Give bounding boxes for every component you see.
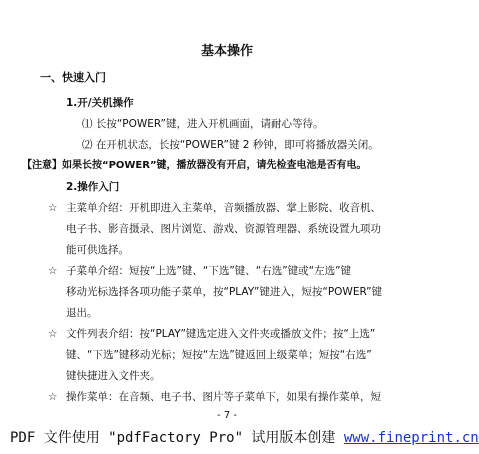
star-bullet-icon: ☆ [48, 265, 58, 277]
page-title: 基本操作 [200, 44, 253, 59]
bullet-operation-menu-line-1: 操作菜单：在音频、电子书、图片等子菜单下，如果有操作菜单，短 [66, 391, 381, 403]
bullet-main-menu-line-2: 电子书、影音摄录、图片浏览、游戏、资源管理器、系统设置九项功 [66, 223, 381, 235]
footer-text: PDF 文件使用 "pdfFactory Pro" 试用版本创建 [10, 430, 344, 446]
bullet-submenu-line-1: 子菜单介绍：短按“上选”键、“下选”键、“右选”键或“左选”键 [66, 265, 352, 277]
section-heading-quick-start: 一、快速入门 [40, 71, 106, 84]
power-step-1: ⑴ 长按“POWER”键，进入开机画面，请耐心等待。 [82, 118, 324, 130]
star-bullet-icon: ☆ [48, 328, 58, 340]
power-step-2: ⑵ 在开机状态，长按“POWER”键 2 秒钟，即可将播放器关闭。 [82, 139, 379, 151]
battery-note: 【注意】如果长按“POWER”键，播放器没有开启，请先检查电池是否有电。 [22, 160, 367, 171]
page-number: - 7 - [217, 410, 237, 421]
bullet-file-list-line-3: 键快捷进入文件夹。 [66, 370, 161, 382]
footer-link[interactable]: www.fineprint.cn [343, 430, 479, 446]
bullet-file-list-line-2: 键、“下选”键移动光标；短按“左选”键返回上级菜单；短按“右选” [66, 349, 372, 361]
bullet-submenu-line-3: 退出。 [66, 307, 98, 319]
subheading-power-on-off: 1.开/关机操作 [66, 97, 134, 109]
bullet-main-menu-line-1: 主菜单介绍：开机即进入主菜单，音频播放器、掌上影院、收音机、 [66, 202, 381, 214]
pdf-footer-banner [10, 428, 479, 448]
bullet-file-list-line-1: 文件列表介绍：按“PLAY”键选定进入文件夹或播放文件；按“上选” [66, 328, 376, 340]
subheading-getting-started: 2.操作入门 [66, 181, 120, 193]
star-bullet-icon: ☆ [48, 202, 58, 214]
star-bullet-icon: ☆ [48, 391, 58, 403]
bullet-main-menu-line-3: 能可供选择。 [66, 244, 129, 256]
bullet-submenu-line-2: 移动光标选择各项功能子菜单，按“PLAY”键进入，短按“POWER”键 [66, 286, 383, 298]
